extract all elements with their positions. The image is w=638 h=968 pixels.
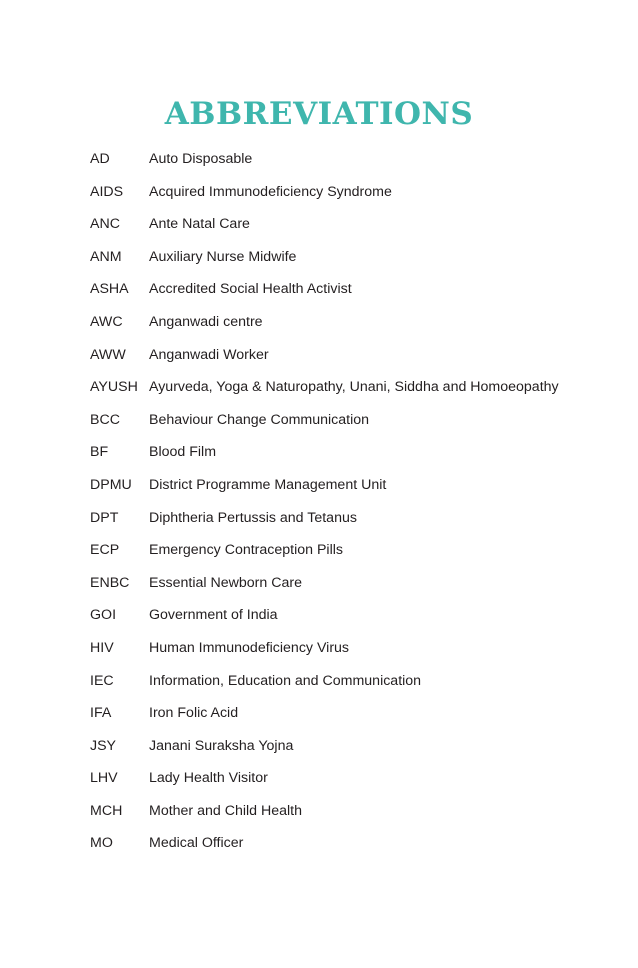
abbreviation-expansion: Janani Suraksha Yojna [149, 737, 294, 754]
abbreviation-expansion: District Programme Management Unit [149, 476, 387, 493]
abbreviation-expansion: Ayurveda, Yoga & Naturopathy, Unani, Siddha and Homoeopathy [149, 379, 559, 396]
abbreviation-row [90, 347, 559, 380]
abbreviation-row [90, 477, 559, 510]
abbreviation-expansion: Human Immunodeficiency Virus [149, 639, 350, 656]
abbreviation-term: AIDS [90, 183, 124, 200]
abbreviation-term: ENBC [90, 574, 130, 591]
abbreviation-row [90, 281, 559, 314]
abbreviation-expansion: Iron Folic Acid [149, 705, 239, 722]
abbreviation-term: LHV [90, 770, 118, 787]
abbreviation-term: ECP [90, 542, 120, 559]
abbreviation-row [90, 607, 559, 640]
abbreviation-row [90, 151, 559, 184]
abbreviation-expansion: Government of India [149, 607, 278, 624]
abbreviation-row [90, 379, 559, 412]
abbreviation-row [90, 542, 559, 575]
abbreviation-term: BCC [90, 411, 120, 428]
abbreviation-expansion: Auto Disposable [149, 151, 253, 167]
abbreviation-expansion: Accredited Social Health Activist [149, 281, 352, 298]
abbreviation-row [90, 835, 559, 868]
abbreviation-expansion: Ante Natal Care [149, 216, 250, 233]
abbreviation-expansion: Blood Film [149, 444, 217, 461]
abbreviation-term: AYUSH [90, 379, 138, 396]
abbreviation-row [90, 184, 559, 217]
page-title: ABBREVIATIONS [164, 96, 474, 132]
abbreviation-row [90, 249, 559, 282]
abbreviation-expansion: Mother and Child Health [149, 802, 302, 819]
abbreviation-list [90, 151, 559, 868]
abbreviation-term: AD [90, 151, 110, 167]
abbreviation-term: AWC [90, 313, 123, 330]
abbreviation-expansion: Auxiliary Nurse Midwife [149, 248, 297, 265]
abbreviation-expansion: Medical Officer [149, 835, 244, 852]
abbreviation-term: AWW [90, 346, 126, 363]
abbreviation-term: IFA [90, 705, 112, 722]
abbreviation-term: IEC [90, 672, 114, 689]
abbreviation-expansion: Emergency Contraception Pills [149, 542, 343, 559]
abbreviation-expansion: Behaviour Change Communication [149, 411, 370, 428]
abbreviation-term: DPMU [90, 476, 132, 493]
abbreviation-term: HIV [90, 639, 114, 656]
abbreviation-row [90, 575, 559, 608]
abbreviation-row [90, 738, 559, 771]
abbreviation-row [90, 640, 559, 673]
abbreviation-row [90, 510, 559, 543]
abbreviation-term: ANM [90, 248, 122, 265]
abbreviation-expansion: Diphtheria Pertussis and Tetanus [149, 509, 357, 526]
abbreviation-row [90, 314, 559, 347]
abbreviation-expansion: Lady Health Visitor [149, 770, 268, 787]
abbreviation-row [90, 803, 559, 836]
abbreviation-term: JSY [90, 737, 117, 754]
abbreviation-row [90, 444, 559, 477]
abbreviation-expansion: Information, Education and Communication [149, 672, 422, 689]
abbreviation-expansion: Anganwadi Worker [149, 346, 269, 363]
abbreviation-term: DPT [90, 509, 119, 526]
abbreviation-row [90, 412, 559, 445]
abbreviation-expansion: Essential Newborn Care [149, 574, 302, 591]
abbreviation-row [90, 673, 559, 706]
abbreviation-term: MCH [90, 802, 123, 819]
abbreviation-term: ANC [90, 216, 120, 233]
abbreviation-expansion: Acquired Immunodeficiency Syndrome [149, 183, 392, 200]
abbreviation-row [90, 216, 559, 249]
abbreviation-expansion: Anganwadi centre [149, 313, 263, 330]
abbreviation-term: BF [90, 444, 109, 461]
abbreviation-row [90, 705, 559, 738]
abbreviation-term: MO [90, 835, 113, 852]
abbreviation-row [90, 770, 559, 803]
abbreviation-term: ASHA [90, 281, 129, 298]
abbreviation-term: GOI [90, 607, 117, 624]
